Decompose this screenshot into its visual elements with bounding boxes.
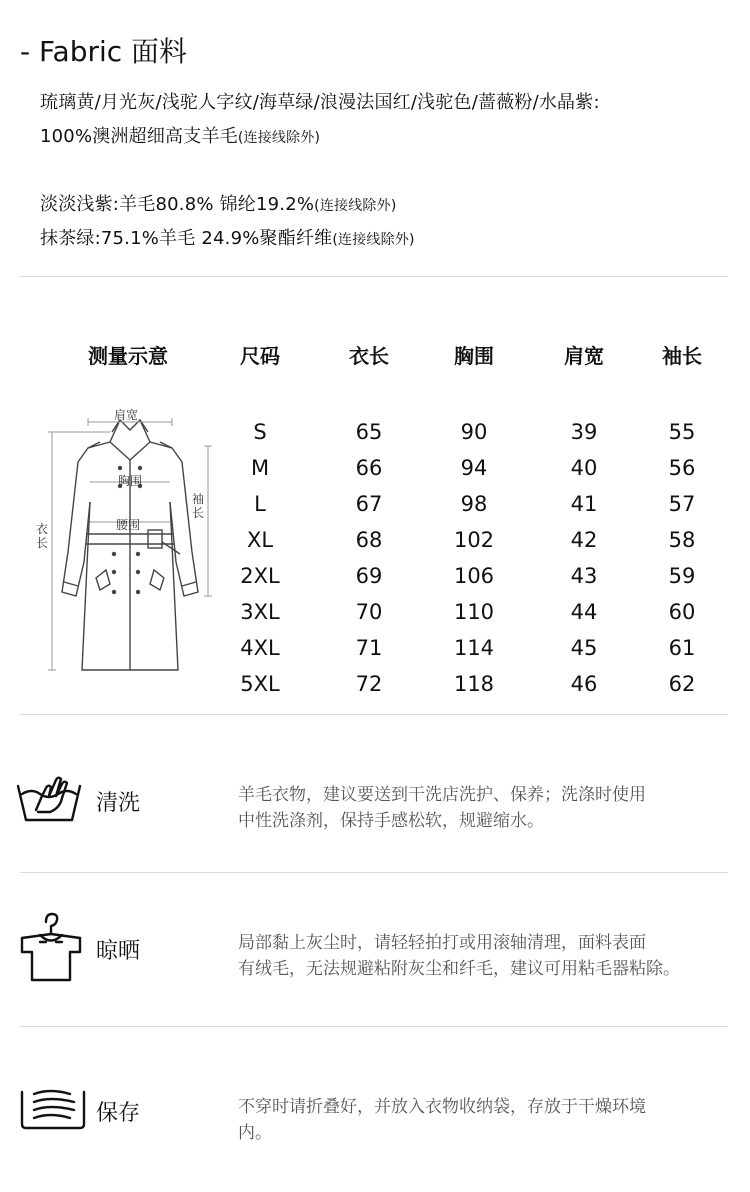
fabric-line-4-text: 抹茶绿:75.1%羊毛 24.9%聚酯纤维 [40,228,333,249]
care-label-dry: 晾晒 [96,939,141,964]
cell-sleeve: 56 [668,456,696,480]
cell-size: 3XL [240,600,280,624]
header-length: 衣长 [349,344,389,368]
care-text-dry-line-1: 局部黏上灰尘时，请轻轻拍打或用滚轴清理，面料表面 [238,933,646,953]
cell-length: 69 [355,564,383,588]
care-text-wash-line-2: 中性洗涤剂，保持手感松软，规避缩水。 [238,811,544,831]
care-text-wash [238,782,738,834]
header-chest: 胸围 [454,344,494,368]
table-row [0,420,750,456]
cell-shoulder: 45 [570,636,598,660]
cell-length: 67 [355,492,383,516]
cell-shoulder: 40 [570,456,598,480]
cell-size: M [250,456,270,480]
cell-chest: 114 [453,636,495,660]
cell-sleeve: 60 [668,600,696,624]
cell-chest: 106 [453,564,495,588]
diagram-label-waist: 腰围 [116,518,141,532]
fabric-line-3 [40,190,396,216]
cell-chest: 118 [453,672,495,696]
care-text-store-line-2: 内。 [238,1123,272,1143]
cell-chest: 94 [460,456,488,480]
cell-chest: 98 [460,492,488,516]
diagram-label-sleeve: 袖长 [192,492,205,520]
header-sleeve: 袖长 [662,344,702,368]
divider [20,276,728,277]
cell-chest: 90 [460,420,488,444]
header-diagram: 测量示意 [88,344,168,368]
fabric-line-4 [40,224,415,250]
fabric-line-1: 琉璃黄/月光灰/浅驼人字纹/海草绿/浪漫法国红/浅驼色/蔷薇粉/水晶紫: [40,92,600,113]
cell-shoulder: 39 [570,420,598,444]
fabric-line-3-text: 淡淡浅紫:羊毛80.8% 锦纶19.2% [40,194,315,215]
table-row [0,672,750,708]
cell-size: 5XL [240,672,280,696]
cell-sleeve: 62 [668,672,696,696]
care-text-wash-line-1: 羊毛衣物，建议要送到干洗店洗护、保养；洗涤时使用 [238,785,646,805]
table-row [0,528,750,564]
cell-shoulder: 43 [570,564,598,588]
care-label-store: 保存 [96,1101,141,1126]
cell-sleeve: 61 [668,636,696,660]
table-row [0,600,750,636]
hanging-shirt-icon [18,912,84,978]
fabric-line-2-text: 100%澳洲超细高支羊毛 [40,126,238,147]
cell-sleeve: 59 [668,564,696,588]
fabric-line-2-note: (连接线除外) [237,130,321,146]
cell-shoulder: 41 [570,492,598,516]
divider [20,1026,728,1027]
cell-shoulder: 46 [570,672,598,696]
diagram-label-shoulder: 肩宽 [114,408,139,422]
fabric-line-4-note: (连接线除外) [332,232,415,248]
cell-sleeve: 58 [668,528,696,552]
divider [20,872,728,873]
fabric-line-3-note: (连接线除外) [314,198,397,214]
care-label-wash: 清洗 [96,791,141,816]
table-row [0,456,750,492]
cell-length: 65 [355,420,383,444]
cell-size: 2XL [240,564,280,588]
cell-length: 72 [355,672,383,696]
size-table-body [0,420,750,710]
cell-sleeve: 57 [668,492,696,516]
diagram-label-chest: 胸围 [118,474,143,488]
divider [20,714,728,715]
care-text-dry [238,930,738,982]
folded-storage-icon [20,1082,86,1148]
table-row [0,636,750,672]
diagram-label-length: 衣长 [36,522,49,550]
table-row [0,564,750,600]
header-shoulder: 肩宽 [564,344,604,368]
cell-length: 68 [355,528,383,552]
cell-size: L [254,492,266,516]
care-text-dry-line-2: 有绒毛，无法规避粘附灰尘和纤毛，建议可用粘毛器粘除。 [238,959,680,979]
cell-chest: 102 [453,528,495,552]
cell-chest: 110 [453,600,495,624]
cell-shoulder: 42 [570,528,598,552]
cell-length: 66 [355,456,383,480]
care-text-store-line-1: 不穿时请折叠好，并放入衣物收纳袋，存放于干燥环境 [238,1097,646,1117]
cell-length: 70 [355,600,383,624]
cell-size: 4XL [240,636,280,660]
cell-size: S [253,420,267,444]
cell-size: XL [246,528,274,552]
cell-length: 71 [355,636,383,660]
care-text-store [238,1094,738,1146]
hand-wash-icon [16,766,82,832]
cell-sleeve: 55 [668,420,696,444]
header-size: 尺码 [240,344,280,368]
fabric-title: - Fabric 面料 [20,35,188,68]
fabric-line-2 [40,122,320,148]
cell-shoulder: 44 [570,600,598,624]
table-row [0,492,750,528]
